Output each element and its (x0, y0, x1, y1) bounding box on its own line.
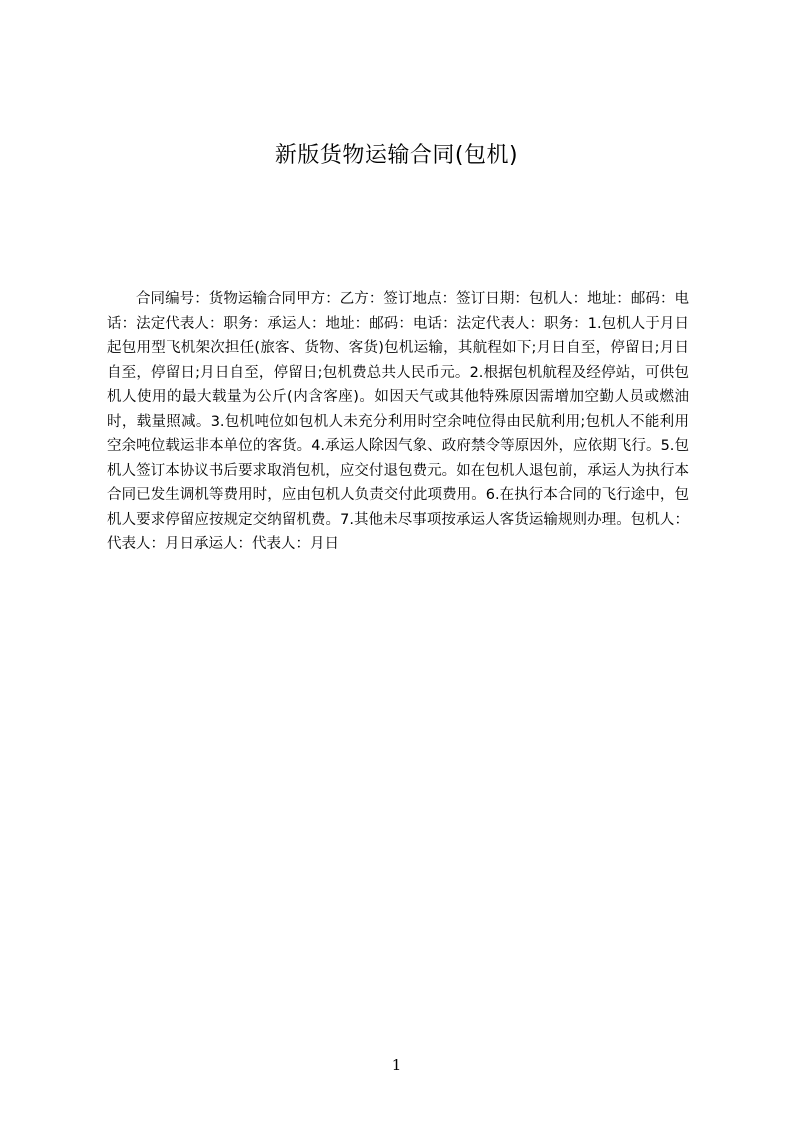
document-body-paragraph: 合同编号：货物运输合同甲方：乙方：签订地点：签订日期：包机人：地址：邮码：电话：法定代表人：职务：承运人：地址：邮码：电话：法定代表人：职务：1.包机人于月日起包用型飞机架次担任(旅客、货物、客货)包机运输，其航程如下;月日自至，停留日;月日自至，停留日;月日自至，停留日;包机费总共人民币元。2.根据包机航程及经停站，可供包机人使用的最大载量为公斤(内含客座)。如因天气或其他特殊原因需增加空勤人员或燃油时，载量照减。3.包机吨位如包机人未充分利用时空余吨位得由民航利用;包机人不能利用空余吨位载运非本单位的客货。4.承运人除因气象、政府禁令等原因外，应依期飞行。5.包机人签订本协议书后要求取消包机，应交付退包费元。如在包机人退包前，承运人为执行本合同已发生调机等费用时，应由包机人负责交付此项费用。6.在执行本合同的飞行途中，包机人要求停留应按规定交纳留机费。7.其他未尽事项按承运人客货运输规则办理。包机人：代表人：月日承运人：代表人：月日 (107, 291, 689, 552)
page-number: 1 (391, 1056, 402, 1074)
document-title: 新版货物运输合同(包机) (274, 143, 519, 168)
